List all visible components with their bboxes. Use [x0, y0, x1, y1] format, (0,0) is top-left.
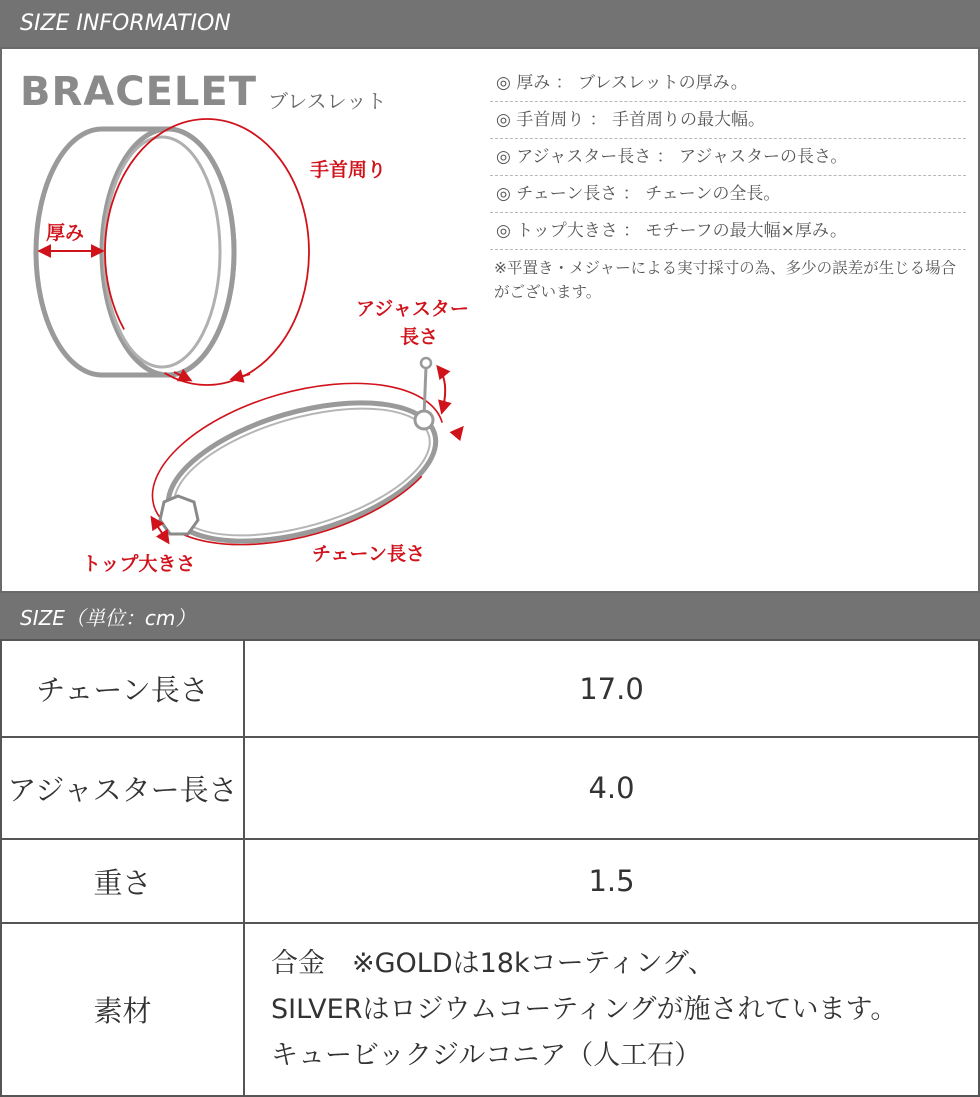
label-adjuster-2: 長さ	[400, 326, 439, 348]
legend-item: ◎ チェーン長さ ： チェーンの全長。	[490, 176, 966, 213]
chain-arrow	[457, 428, 462, 434]
row-label: チェーン長さ	[1, 640, 244, 737]
row-value: 1.5	[244, 839, 979, 923]
material-line: キュービックジルコニア（人工石）	[271, 1039, 702, 1071]
table-row	[1, 923, 979, 1096]
legend-item: ◎ 厚み ： ブレスレットの厚み。	[490, 65, 966, 102]
product-name-en: BRACELET	[20, 69, 258, 115]
size-unit-header	[0, 593, 980, 639]
row-label: アジャスター長さ	[1, 737, 244, 839]
table-row	[1, 737, 979, 839]
label-top-size: トップ大きさ	[82, 553, 196, 575]
label-chain-length: チェーン長さ	[312, 543, 426, 565]
legend-item: ◎ 手首周り ： 手首周りの最大幅。	[490, 102, 966, 139]
size-unit-title: SIZE（単位：cm）	[20, 605, 196, 630]
product-name-ja: ブレスレット	[268, 89, 387, 113]
row-value: 4.0	[244, 737, 979, 839]
material-line: SILVERはロジウムコーティングが施されています。	[271, 993, 898, 1025]
row-label: 素材	[1, 923, 244, 1096]
material-value	[244, 923, 979, 1096]
legend-item: ◎ トップ大きさ ： モチーフの最大幅×厚み。	[490, 213, 966, 250]
table-row	[1, 839, 979, 923]
adjuster-arrow	[438, 367, 445, 412]
size-information-header	[0, 0, 980, 47]
measurement-legend	[490, 65, 966, 304]
row-label: 重さ	[1, 839, 244, 923]
label-wrist: 手首周り	[310, 159, 387, 181]
legend-item: ◎ アジャスター長さ ： アジャスターの長さ。	[490, 139, 966, 176]
table-row	[1, 640, 979, 737]
size-table	[0, 639, 980, 1097]
row-value: 17.0	[244, 640, 979, 737]
label-adjuster-1: アジャスター	[356, 298, 469, 320]
size-information-title: SIZE INFORMATION	[20, 11, 231, 36]
label-thickness: 厚み	[46, 222, 85, 244]
measurement-note: ※平置き・メジャーによる実寸採寸の為、多少の誤差が生じる場合がございます。	[494, 259, 957, 301]
material-line: 合金 ※GOLDは18kコーティング、	[271, 947, 715, 979]
info-panel	[0, 47, 980, 593]
